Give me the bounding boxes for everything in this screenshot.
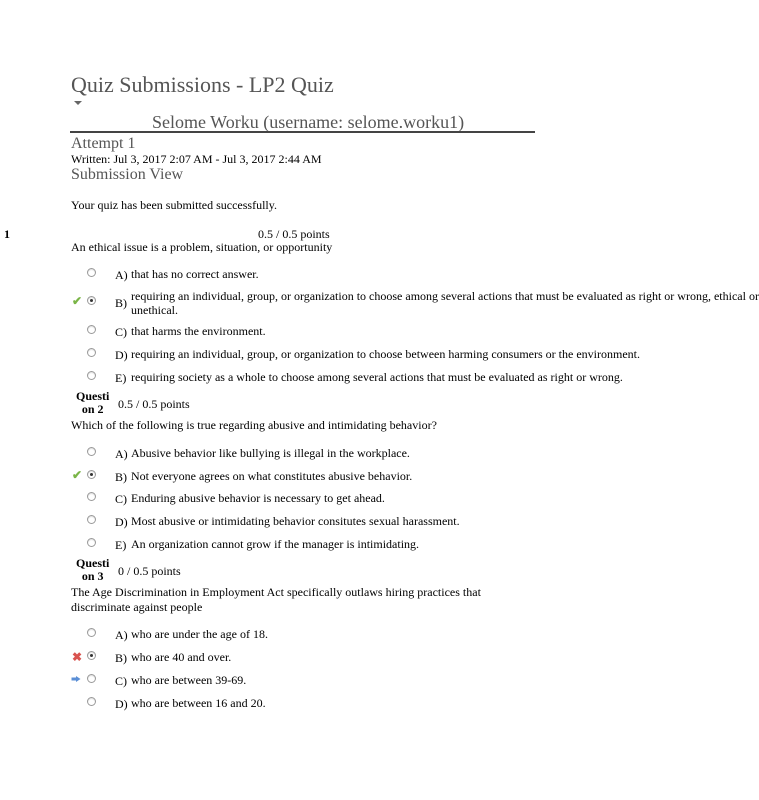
option-text: requiring society as a whole to choose among several actions that must be evaluated as right or wrong. — [131, 370, 623, 384]
option-letter: C) — [115, 325, 127, 339]
option-radio[interactable] — [87, 515, 96, 524]
divider — [70, 131, 535, 133]
option-letter: C) — [115, 674, 127, 688]
option-text: Not everyone agrees on what constitutes abusive behavior. — [131, 469, 413, 483]
success-message: Your quiz has been submitted successfully. — [71, 198, 277, 212]
question-text-continued: discriminate against people — [71, 600, 203, 614]
option-letter: D) — [115, 515, 128, 529]
option-radio[interactable] — [87, 697, 96, 706]
option-text: requiring an individual, group, or organization to choose between harming consumers or the environment. — [131, 347, 640, 361]
option-radio[interactable] — [87, 348, 96, 357]
option-radio[interactable] — [87, 538, 96, 547]
option-text: requiring an individual, group, or organization to choose among several actions that must be evaluated as right or wrong, ethical or — [131, 289, 759, 303]
option-letter: A) — [115, 268, 128, 282]
option-letter: B) — [115, 651, 127, 665]
option-text-continued: unethical. — [131, 303, 178, 317]
option-text: that harms the environment. — [131, 324, 266, 338]
option-text: that has no correct answer. — [131, 267, 259, 281]
attempt-heading: Attempt 1 — [71, 135, 136, 152]
option-letter: D) — [115, 697, 128, 711]
option-text: who are between 39-69. — [131, 673, 247, 687]
option-letter: A) — [115, 628, 128, 642]
option-radio[interactable] — [87, 371, 96, 380]
option-text: who are 40 and over. — [131, 650, 232, 664]
option-letter: E) — [115, 538, 127, 552]
question-points: 0.5 / 0.5 points — [258, 227, 330, 241]
question-text: An ethical issue is a problem, situation, or opportunity — [71, 240, 333, 254]
check-icon: ✔ — [72, 294, 83, 308]
written-timestamp: Written: Jul 3, 2017 2:07 AM - Jul 3, 2017 2:44 AM — [71, 152, 322, 166]
student-name: Selome Worku (username: selome.worku1) — [152, 112, 465, 132]
question-text: Which of the following is true regarding abusive and intimidating behavior? — [71, 418, 437, 432]
option-radio-selected[interactable] — [87, 651, 96, 660]
option-text: Abusive behavior like bullying is illegal in the workplace. — [131, 446, 410, 460]
option-radio[interactable] — [87, 268, 96, 277]
check-icon: ✔ — [72, 468, 83, 482]
option-radio[interactable] — [87, 674, 96, 683]
option-letter: E) — [115, 371, 127, 385]
option-letter: A) — [115, 447, 128, 461]
option-letter: C) — [115, 492, 127, 506]
option-letter: B) — [115, 296, 127, 310]
chevron-down-icon[interactable] — [74, 101, 82, 105]
question-number: Questi on 3 — [76, 556, 110, 583]
option-text: An organization cannot grow if the manager is intimidating. — [131, 537, 420, 551]
option-text: Most abusive or intimidating behavior consitutes sexual harassment. — [131, 514, 460, 528]
question-points: 0 / 0.5 points — [118, 564, 181, 578]
question-text: The Age Discrimination in Employment Act specifically outlaws hiring practices that — [71, 585, 481, 599]
option-radio-selected[interactable] — [87, 470, 96, 479]
question-number: Questi on 2 — [76, 389, 110, 416]
option-radio-selected[interactable] — [87, 296, 96, 305]
question-points: 0.5 / 0.5 points — [118, 397, 190, 411]
cross-icon: ✖ — [72, 650, 83, 664]
option-text: Enduring abusive behavior is necessary to get ahead. — [131, 491, 385, 505]
arrow-right-icon — [71, 676, 81, 682]
page-title: Quiz Submissions - LP2 Quiz — [71, 72, 334, 97]
option-letter: B) — [115, 470, 127, 484]
option-letter: D) — [115, 348, 128, 362]
option-radio[interactable] — [87, 447, 96, 456]
option-text: who are under the age of 18. — [131, 627, 268, 641]
option-text: who are between 16 and 20. — [131, 696, 266, 710]
option-radio[interactable] — [87, 325, 96, 334]
option-radio[interactable] — [87, 628, 96, 637]
submission-view-heading: Submission View — [71, 166, 184, 183]
option-radio[interactable] — [87, 492, 96, 501]
question-number: 1 — [4, 227, 10, 241]
